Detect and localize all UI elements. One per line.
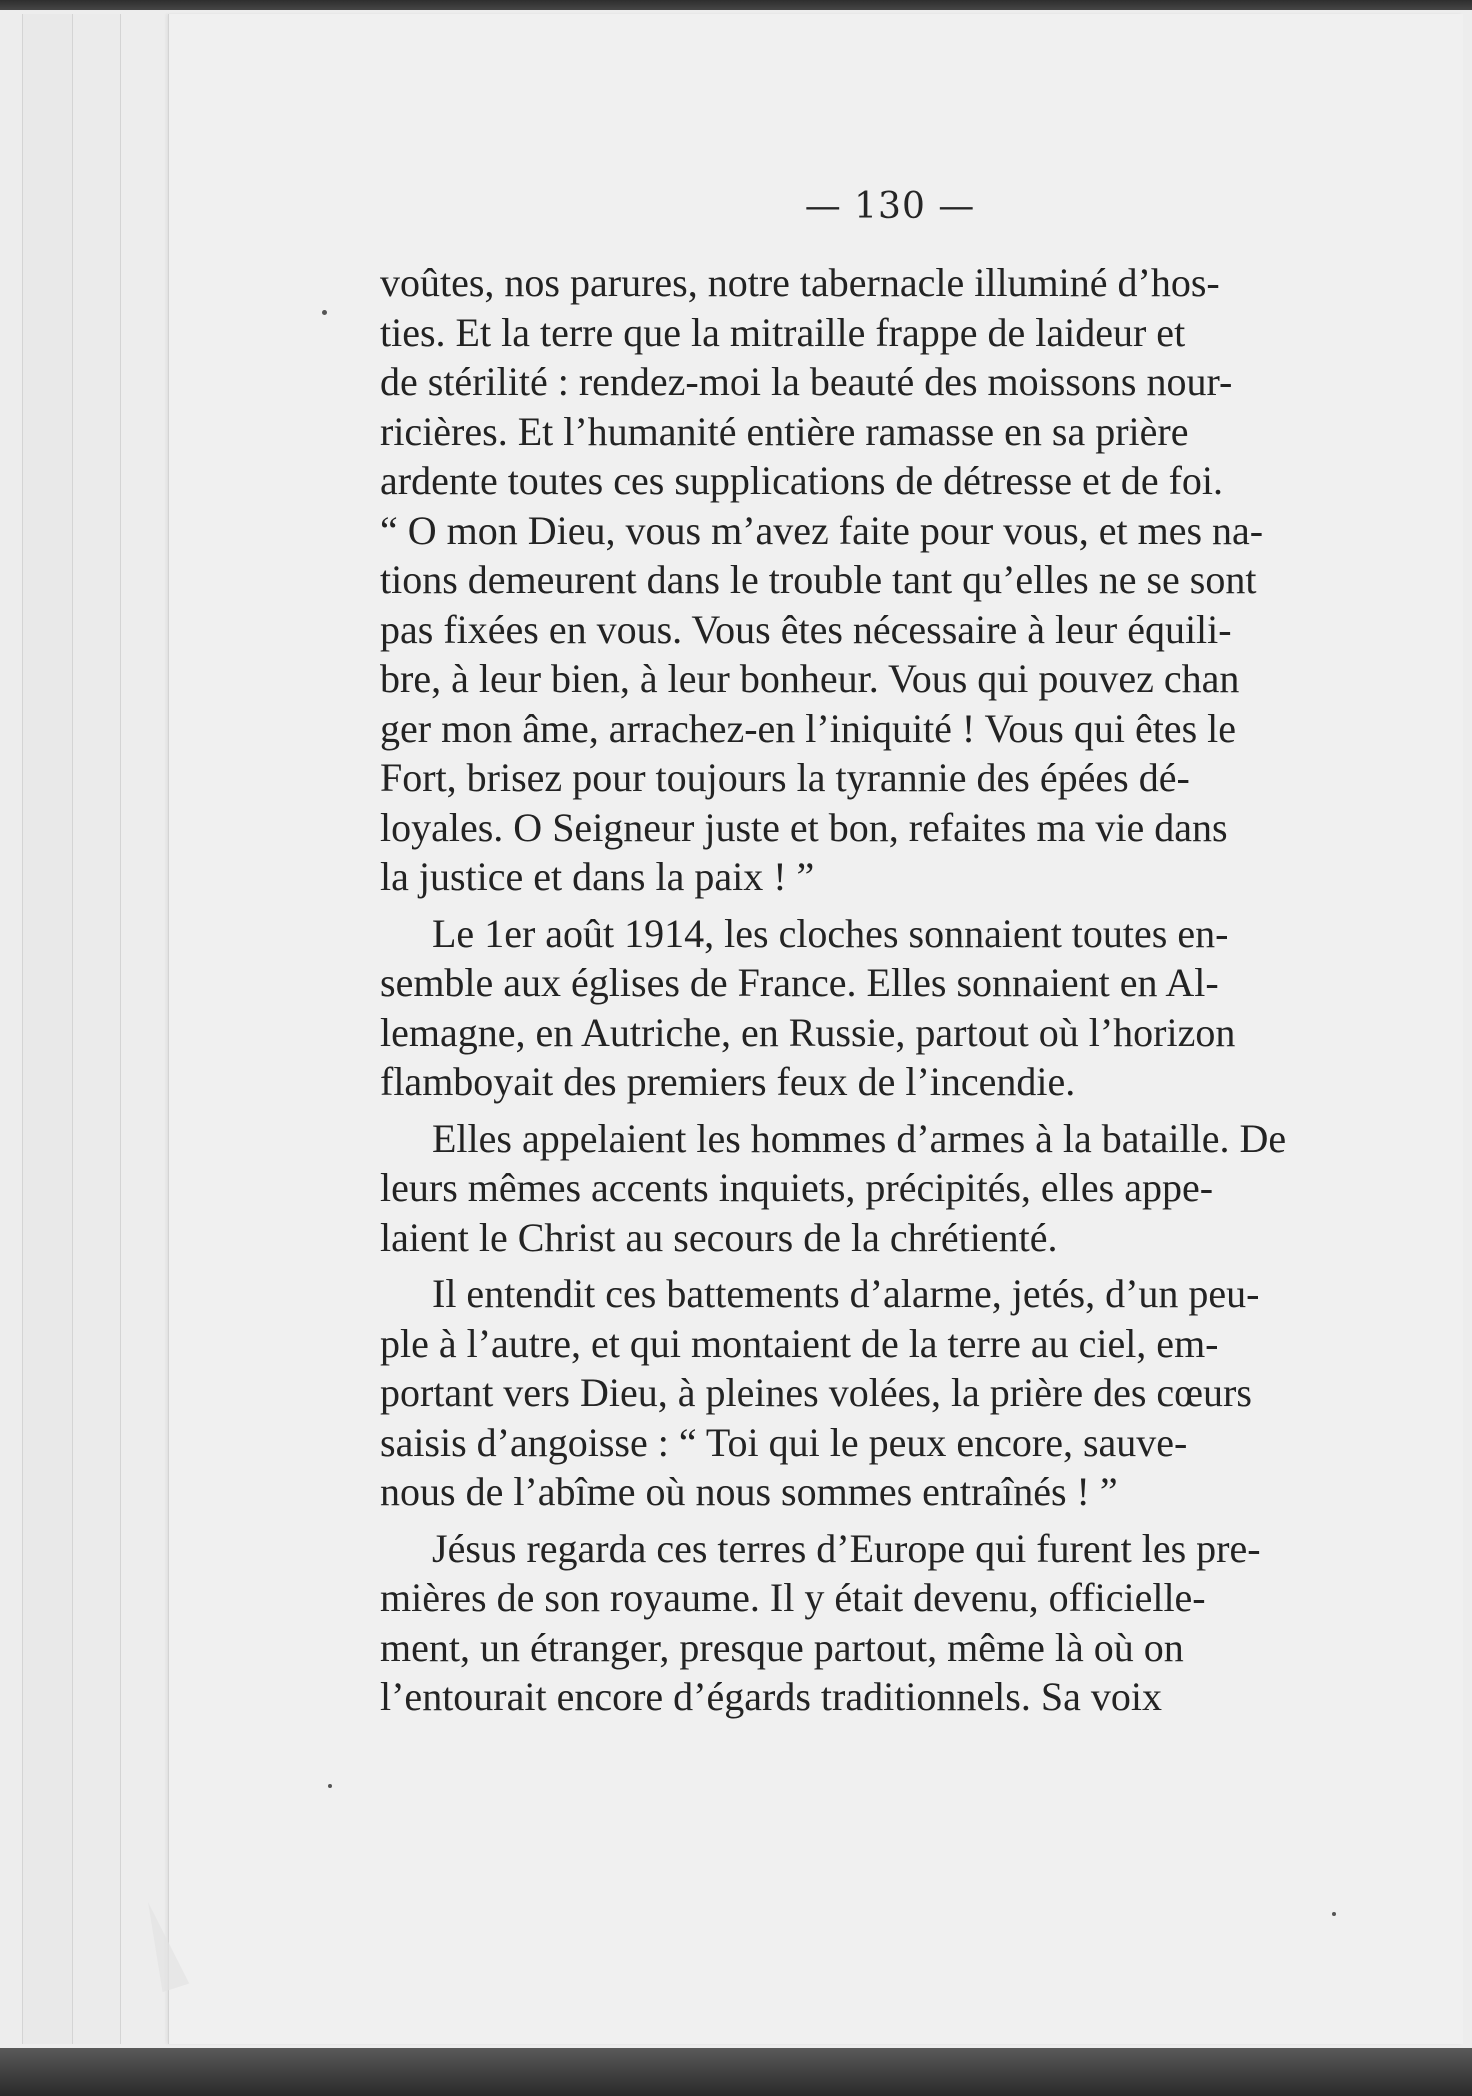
text-line: ties. Et la terre que la mitraille frappe de laideur et [380,309,1186,355]
text-line: leurs mêmes accents inquiets, précipités, elles appe- [380,1165,1214,1210]
text-line: ment, un étranger, presque partout, même là où on [380,1624,1184,1670]
text-line: nous de l’abîme où nous sommes entraînés ! ” [380,1469,1118,1514]
text-line: saisis d’angoisse : “ Toi qui le peux encore, sauve- [380,1419,1188,1465]
text-line: tions demeurent dans le trouble tant qu’elles ne se sont [380,557,1257,602]
body-text [380,258,1380,1722]
paragraph-gap [380,1517,1380,1524]
text-line: Fort, brisez pour toujours la tyrannie des épées dé- [380,755,1190,800]
page-number: — 130 — [804,186,976,227]
text-line: la justice et dans la paix ! ” [380,854,815,899]
text-line: Il entendit ces battements d’alarme, jetés, d’un peu- [432,1271,1260,1316]
text-line: “ O mon Dieu, vous m’avez faite pour vous, et mes na- [380,507,1264,553]
text-line: ger mon âme, arrachez-en l’iniquité ! Vous qui êtes le [380,705,1236,751]
paragraph-gap [380,1107,1380,1114]
dust-speck [1332,1912,1336,1916]
text-line: ardente toutes ces supplications de détresse et de foi. [380,458,1224,503]
text-line: voûtes, nos parures, notre tabernacle illuminé d’hos- [380,260,1220,305]
text-line: lemagne, en Autriche, en Russie, partout où l’horizon [380,1009,1236,1055]
paragraph-gap [380,1262,1380,1269]
text-line: Elles appelaient les hommes d’armes à la bataille. De [432,1115,1287,1161]
paragraph-gap [380,902,1380,909]
text-line: l’entourait encore d’égards traditionnels. Sa voix [380,1674,1162,1719]
text-line: Jésus regarda ces terres d’Europe qui furent les pre- [432,1525,1261,1571]
text-line: bre, à leur bien, à leur bonheur. Vous qui pouvez chan [380,656,1240,701]
scan-bottom-edge [0,2048,1472,2096]
text-line: portant vers Dieu, à pleines volées, la prière des cœurs [380,1370,1252,1415]
text-line: pas fixées en vous. Vous êtes nécessaire à leur équili- [380,606,1232,652]
text-line: ricières. Et l’humanité entière ramasse en sa prière [380,408,1189,454]
text-line: flamboyait des premiers feux de l’incendie. [380,1059,1076,1104]
dust-speck [322,310,327,315]
text-line: semble aux églises de France. Elles sonnaient en Al- [380,960,1219,1005]
text-line: laient le Christ au secours de la chrétienté. [380,1214,1058,1260]
text-line: mières de son royaume. Il y était devenu, officielle- [380,1575,1206,1620]
text-line: de stérilité : rendez-moi la beauté des moissons nour- [380,359,1233,404]
text-line: loyales. O Seigneur juste et bon, refaites ma vie dans [380,804,1228,850]
text-line: ple à l’autre, et qui montaient de la terre au ciel, em- [380,1320,1219,1366]
dust-speck [328,1784,332,1788]
text-line: Le 1er août 1914, les cloches sonnaient toutes en- [432,910,1229,956]
